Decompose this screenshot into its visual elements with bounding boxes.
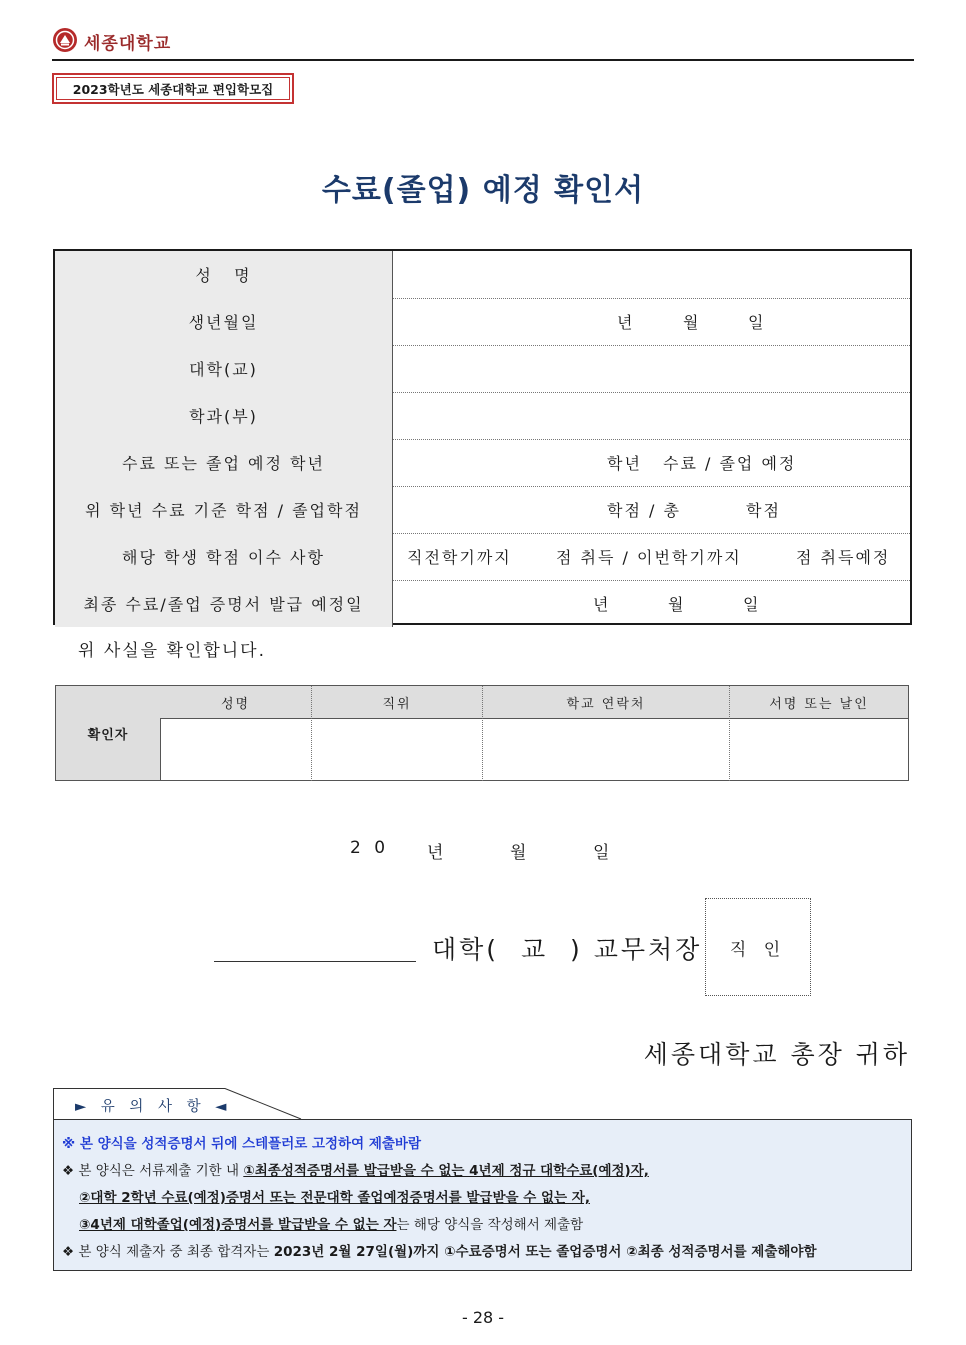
expected-grade-field[interactable] [393, 439, 910, 486]
month-unit: 월 [510, 843, 527, 863]
year-prefix: 2 0 [350, 838, 390, 858]
day-unit: 일 [748, 313, 766, 332]
university-name: 세종대학교 [84, 34, 172, 54]
day-unit: 일 [593, 843, 610, 863]
year-unit: 년 [593, 595, 611, 614]
form-label: 학과(부) [55, 392, 393, 439]
confirmer-table [55, 685, 909, 781]
confirmer-position-field[interactable] [312, 720, 483, 781]
form-table [53, 249, 912, 625]
form-row-issue-date [55, 580, 910, 627]
form-label: 위 학년 수료 기준 학점 / 졸업학점 [55, 486, 393, 533]
note-line-4-emphasis: ③4년제 대학졸업(예정)증명서를 발급받을 수 없는 자 [79, 1217, 397, 1233]
header-signature: 서명 또는 날인 [730, 686, 908, 719]
admission-notice-text: 2023학년도 세종대학교 편입학모집 [72, 81, 274, 97]
credits-unit: 학점 [746, 501, 781, 520]
form-label: 최종 수료/졸업 증명서 발급 예정일 [55, 580, 393, 627]
notes-title: ► 유 의 사 항 ◄ [75, 1099, 232, 1115]
form-row-department [55, 392, 910, 440]
completion-graduation-text: 수료 / 졸업 예정 [663, 454, 797, 473]
form-row-university [55, 345, 910, 393]
form-label: 해당 학생 학점 이수 사항 [55, 533, 393, 580]
credits-total-text: 학점 / 총 [607, 501, 681, 520]
confirmer-signature-field[interactable] [730, 720, 908, 781]
university-name-line[interactable] [214, 961, 416, 962]
note-line-4 [79, 1213, 583, 1233]
form-label: 대학(교) [55, 345, 393, 392]
department-field[interactable] [393, 392, 910, 439]
year-unit: 년 [427, 843, 444, 863]
required-credits-field[interactable] [393, 486, 910, 533]
note-line-2 [62, 1159, 649, 1179]
form-row-required-credits [55, 486, 910, 534]
credits-status-field[interactable] [393, 533, 910, 580]
note-line-2-intro: ❖ 본 양식은 서류제출 기한 내 [62, 1163, 244, 1179]
form-label: 수료 또는 졸업 예정 학년 [55, 439, 393, 486]
form-row-credits-status [55, 533, 910, 581]
header-rule [52, 59, 914, 61]
header-contact: 학교 연락처 [483, 686, 730, 719]
official-seal-box[interactable]: 직 인 [705, 898, 811, 996]
note-line-5-intro: ❖ 본 양식 제출자 중 최종 합격자는 [62, 1244, 274, 1260]
form-label: 생년월일 [55, 298, 393, 345]
notes-box [53, 1119, 912, 1271]
note-line-5 [62, 1240, 817, 1260]
day-unit: 일 [743, 595, 761, 614]
form-label: 성 명 [55, 251, 393, 298]
registrar-signature-text: 대학( 교 ) 교무처장 [432, 935, 703, 964]
this-semester-text: 점 취득 / 이번학기까지 [556, 548, 742, 567]
header-position: 직위 [312, 686, 483, 719]
document-title: 수료(졸업) 예정 확인서 [321, 173, 645, 208]
page-number: - 28 - [461, 1308, 505, 1327]
month-unit: 월 [683, 313, 701, 332]
grade-unit: 학년 [607, 454, 642, 473]
note-line-1: ※ 본 양식을 성적증명서 뒤에 스테플러로 고정하여 제출바람 [62, 1136, 422, 1152]
confirm-statement: 위 사실을 확인합니다. [78, 641, 267, 661]
issue-date-field[interactable] [393, 580, 910, 627]
confirmer-name-field[interactable] [160, 720, 312, 781]
form-row-birthdate [55, 298, 910, 346]
confirmer-label: 확인자 [56, 686, 161, 780]
university-field[interactable] [393, 345, 910, 392]
name-field[interactable] [393, 251, 910, 298]
note-line-2-emphasis: ①최종성적증명서를 발급받을 수 없는 4년제 정규 대학수료(예정)자, [243, 1163, 649, 1179]
previous-semester-text: 직전학기까지 [407, 548, 512, 567]
admission-notice-box [52, 73, 294, 104]
birthdate-field[interactable] [393, 298, 910, 345]
addressee: 세종대학교 총장 귀하 [643, 1040, 910, 1069]
note-line-3: ②대학 2학년 수료(예정)증명서 또는 전문대학 졸업예정증명서를 발급받을 수 없는 자, [79, 1190, 590, 1206]
year-unit: 년 [617, 313, 635, 332]
note-line-4-rest: 는 해당 양식을 작성해서 제출함 [396, 1217, 584, 1233]
note-line-5-emphasis: 2023년 2월 27일(월)까지 ①수료증명서 또는 졸업증명서 ②최종 성적증명서를 제출해야함 [273, 1244, 817, 1260]
header-name: 성명 [160, 686, 312, 719]
month-unit: 월 [668, 595, 686, 614]
form-row-name [55, 251, 910, 299]
form-row-expected-grade [55, 439, 910, 487]
university-logo [52, 27, 78, 53]
expected-credits-text: 점 취득예정 [796, 548, 891, 567]
confirmer-contact-field[interactable] [483, 720, 730, 781]
